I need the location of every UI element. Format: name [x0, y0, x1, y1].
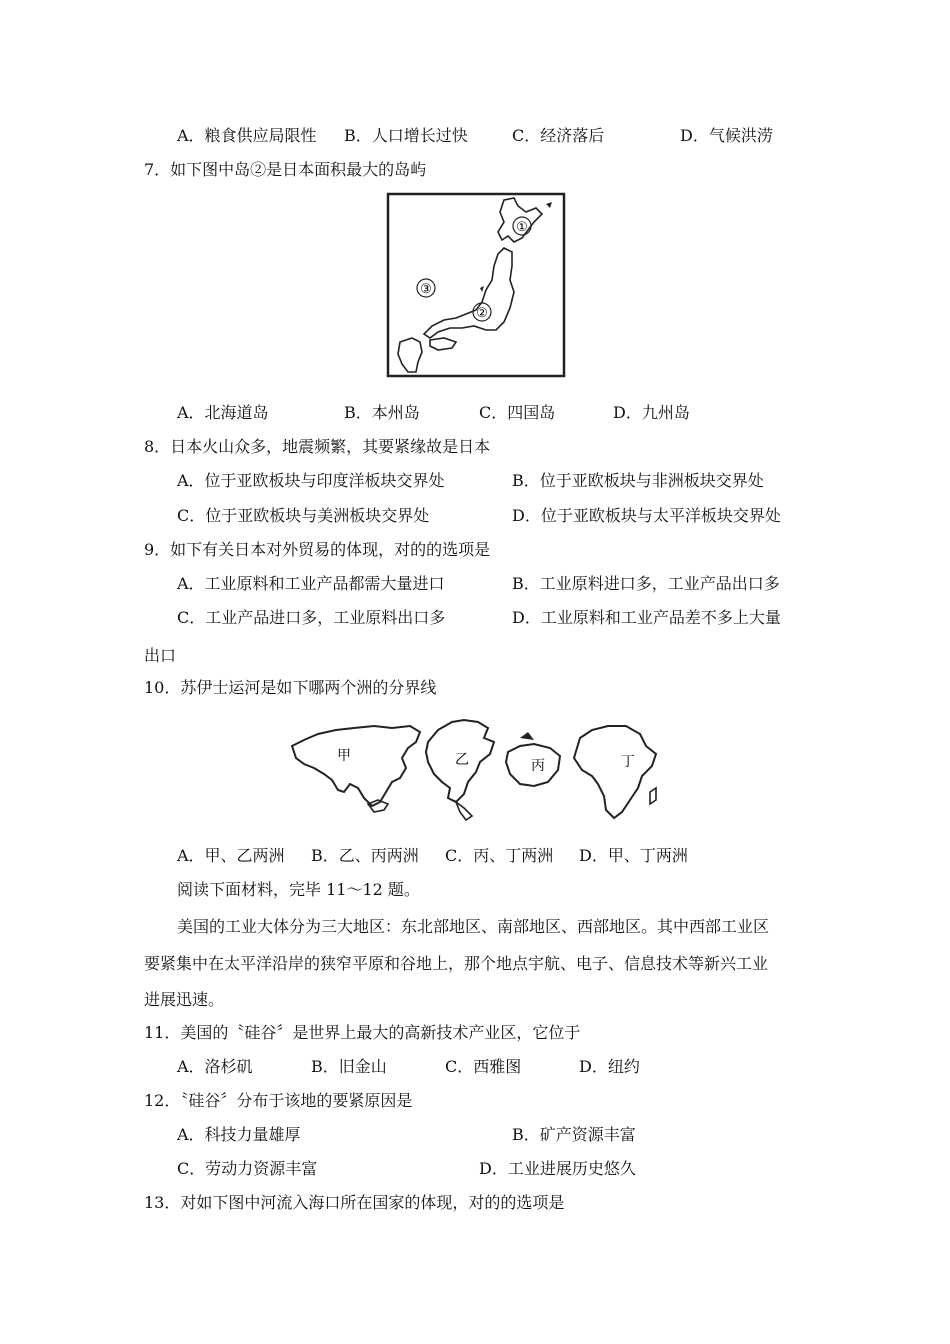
q12-option-c: C．劳动力资源丰富 — [177, 1159, 318, 1178]
q7-option-b: B．本州岛 — [344, 403, 420, 422]
reading-para-line-3: 进展迅速。 — [144, 990, 225, 1009]
q10-option-a: A．甲、乙两洲 — [177, 846, 285, 865]
reading-intro: 阅读下面材料，完毕 11～12 题。 — [177, 880, 420, 899]
japan-map — [386, 192, 566, 378]
q9-option-d-continuation: 出口 — [144, 646, 177, 665]
continent-label-yi: 乙 — [455, 752, 469, 768]
map-label-3: ③ — [420, 282, 432, 297]
continent-label-bing: 丙 — [531, 758, 545, 774]
q6-option-b: B．人口增长过快 — [344, 126, 468, 145]
q6-option-d: D．气候洪涝 — [680, 126, 773, 145]
q6-option-c: C．经济落后 — [512, 126, 605, 145]
q11-option-d: D．纽约 — [579, 1057, 640, 1076]
q13-stem: 13．对如下图中河流入海口所在国家的体现，对的的选项是 — [144, 1193, 565, 1212]
q11-option-a: A．洛杉矶 — [177, 1057, 253, 1076]
q12-option-b: B．矿产资源丰富 — [512, 1125, 636, 1144]
q12-stem: 12．〝硅谷〞分布于该地的要紧原因是 — [144, 1091, 413, 1110]
q10-stem: 10．苏伊士运河是如下哪两个洲的分界线 — [144, 678, 437, 697]
q7-stem: 7．如下图中岛②是日本面积最大的岛屿 — [144, 160, 427, 179]
q7-option-c: C．四国岛 — [479, 403, 556, 422]
q8-stem: 8．日本火山众多，地震频繁，其要紧缘故是日本 — [144, 437, 491, 456]
q8-option-a: A．位于亚欧板块与印度洋板块交界处 — [177, 471, 445, 490]
q6-option-a: A．粮食供应局限性 — [177, 126, 317, 145]
q8-option-b: B．位于亚欧板块与非洲板块交界处 — [512, 471, 764, 490]
q8-option-c: C．位于亚欧板块与美洲板块交界处 — [177, 506, 430, 525]
q11-option-b: B．旧金山 — [311, 1057, 387, 1076]
q7-option-a: A．北海道岛 — [177, 403, 269, 422]
q10-option-b: B．乙、丙两洲 — [311, 846, 419, 865]
q9-stem: 9．如下有关日本对外贸易的体现，对的的选项是 — [144, 540, 491, 559]
q9-option-d: D．工业原料和工业产品差不多上大量 — [512, 608, 781, 627]
q9-option-c: C．工业产品进口多，工业原料出口多 — [177, 608, 446, 627]
reading-para-line-2: 要紧集中在太平洋沿岸的狭窄平原和谷地上，那个地点宇航、电子、信息技术等新兴工业 — [144, 954, 769, 973]
q11-option-c: C．西雅图 — [445, 1057, 522, 1076]
q9-option-a: A．工业原料和工业产品都需大量进口 — [177, 574, 445, 593]
q10-option-d: D．甲、丁两洲 — [579, 846, 688, 865]
continent-label-jia: 甲 — [337, 748, 351, 764]
reading-para-line-1: 美国的工业大体分为三大地区：东北部地区、南部地区、西部地区。其中西部工业区 — [177, 917, 770, 936]
q12-option-d: D．工业进展历史悠久 — [479, 1159, 636, 1178]
q9-option-b: B．工业原料进口多，工业产品出口多 — [512, 574, 780, 593]
continents-map — [288, 712, 668, 824]
continent-label-ding: 丁 — [621, 754, 635, 770]
map-label-2: ② — [476, 306, 488, 321]
q7-option-d: D．九州岛 — [613, 403, 690, 422]
q8-option-d: D．位于亚欧板块与太平洋板块交界处 — [512, 506, 781, 525]
q10-option-c: C．丙、丁两洲 — [445, 846, 554, 865]
map-label-1: ① — [516, 220, 528, 235]
q12-option-a: A．科技力量雄厚 — [177, 1125, 301, 1144]
q11-stem: 11．美国的〝硅谷〞是世界上最大的高新技术产业区，它位于 — [144, 1023, 581, 1042]
